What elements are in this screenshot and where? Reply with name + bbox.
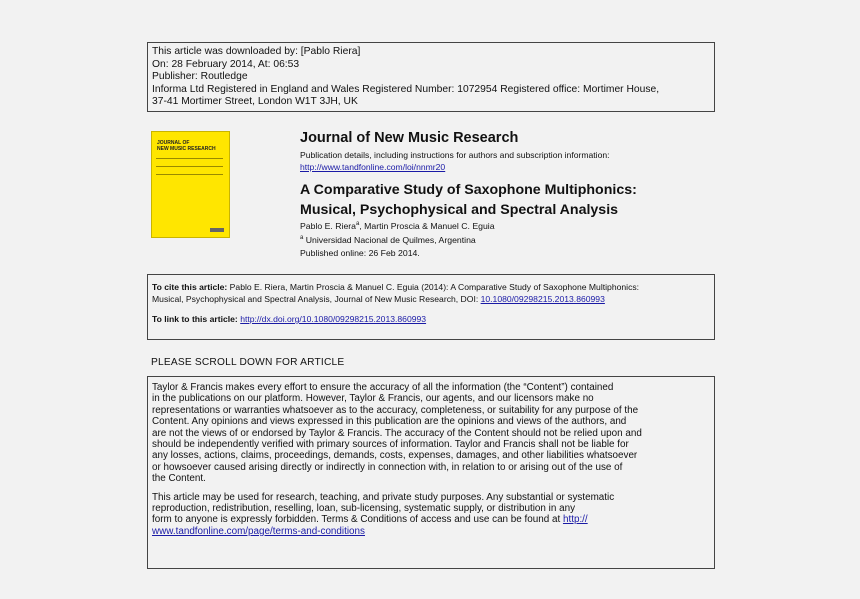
download-line: Publisher: Routledge <box>152 71 248 82</box>
download-line: Informa Ltd Registered in England and Wales Registered Number: 1072954 Registered office: Mortimer House, <box>152 83 660 95</box>
article-doi-url-link[interactable]: http://dx.doi.org/10.1080/09298215.2013.860993 <box>240 314 427 324</box>
disclaimer-line: are not the views of or endorsed by Taylor & Francis. The accuracy of the Content should not be relied upon and <box>152 427 642 439</box>
disclaimer-line: Taylor & Francis makes every effort to ensure the accuracy of all the information (the “Content”) contained <box>152 382 614 393</box>
doi-link[interactable]: 10.1080/09298215.2013.860993 <box>480 294 605 304</box>
cover-rule <box>156 174 223 175</box>
disclaimer-line: or howsoever caused arising directly or indirectly in connection with, in relation to or arising out of the use of <box>152 461 623 473</box>
disclaimer-line: representations or warranties whatsoever as to the accuracy, completeness, or suitability for any purpose of the <box>152 404 639 416</box>
disclaimer-line: Content. Any opinions and views expressed in this publication are the opinions and views of the authors, and <box>152 416 627 428</box>
citation-line: To cite this article: Pablo E. Riera, Martin Proscia & Manuel C. Eguia (2014): A Comparative Study of Saxophone Multiphonics: <box>152 282 640 292</box>
link-line: To link to this article: http://dx.doi.org/10.1080/09298215.2013.860993 <box>152 314 427 324</box>
terms-link[interactable]: http:// <box>562 514 588 526</box>
terms-line <box>152 526 710 537</box>
download-info-box <box>147 42 715 112</box>
citation-line: Musical, Psychophysical and Spectral Analysis, Journal of New Music Research, DOI: 10.1080/09298215.2013.860993 <box>152 294 605 304</box>
scroll-notice: PLEASE SCROLL DOWN FOR ARTICLE <box>151 357 345 368</box>
download-line: 37-41 Mortimer Street, London W1T 3JH, UK <box>152 96 358 107</box>
download-line: On: 28 February 2014, At: 06:53 <box>152 58 300 70</box>
journal-cover-image <box>151 131 230 238</box>
disclaimer-box <box>147 376 715 569</box>
disclaimer-line: any losses, actions, claims, proceedings, demands, costs, expenses, damages, and other liabilities whatsoever <box>152 450 638 462</box>
disclaimer-line: in the publications on our platform. However, Taylor & Francis, our agents, and our licensors make no <box>152 393 594 405</box>
journal-title: Journal of New Music Research <box>300 130 519 146</box>
article-authors: Pablo E. Riera$^a$, Martin Proscia & Manuel C. Eguia <box>300 221 495 231</box>
disclaimer-line: should be independently verified with primary sources of information. Taylor and Francis shall not be liable for <box>152 439 629 451</box>
terms-line: form to anyone is expressly forbidden. Terms & Conditions of access and use can be found at http:// <box>152 514 588 526</box>
published-date: Published online: 26 Feb 2014. <box>300 248 420 258</box>
author-affiliation: $^a$ Universidad Nacional de Quilmes, Argentina <box>300 235 476 245</box>
cover-rule <box>156 158 223 159</box>
terms-line: This article may be used for research, teaching, and private study purposes. Any substantial or systematic <box>152 491 615 503</box>
download-line: This article was downloaded by: [Pablo Riera] <box>152 46 361 57</box>
publication-details: Publication details, including instructions for authors and subscription information: <box>300 150 610 160</box>
publisher-logo-icon <box>210 228 224 232</box>
terms-line: reproduction, redistribution, reselling, loan, sub-licensing, systematic supply, or distribution in any <box>152 503 576 515</box>
journal-link[interactable]: http://www.tandfonline.com/loi/nnmr20 <box>300 162 446 172</box>
cover-rule <box>156 166 223 167</box>
article-title: A Comparative Study of Saxophone Multiphonics: Musical, Psychophysical and Spectral Analysis <box>300 182 637 218</box>
disclaimer-line: the Content. <box>152 473 206 485</box>
citation-box <box>147 274 715 340</box>
cover-title: JOURNAL OF NEW MUSIC RESEARCH <box>157 140 216 152</box>
terms-link[interactable]: www.tandfonline.com/page/terms-and-conditions <box>152 525 365 537</box>
